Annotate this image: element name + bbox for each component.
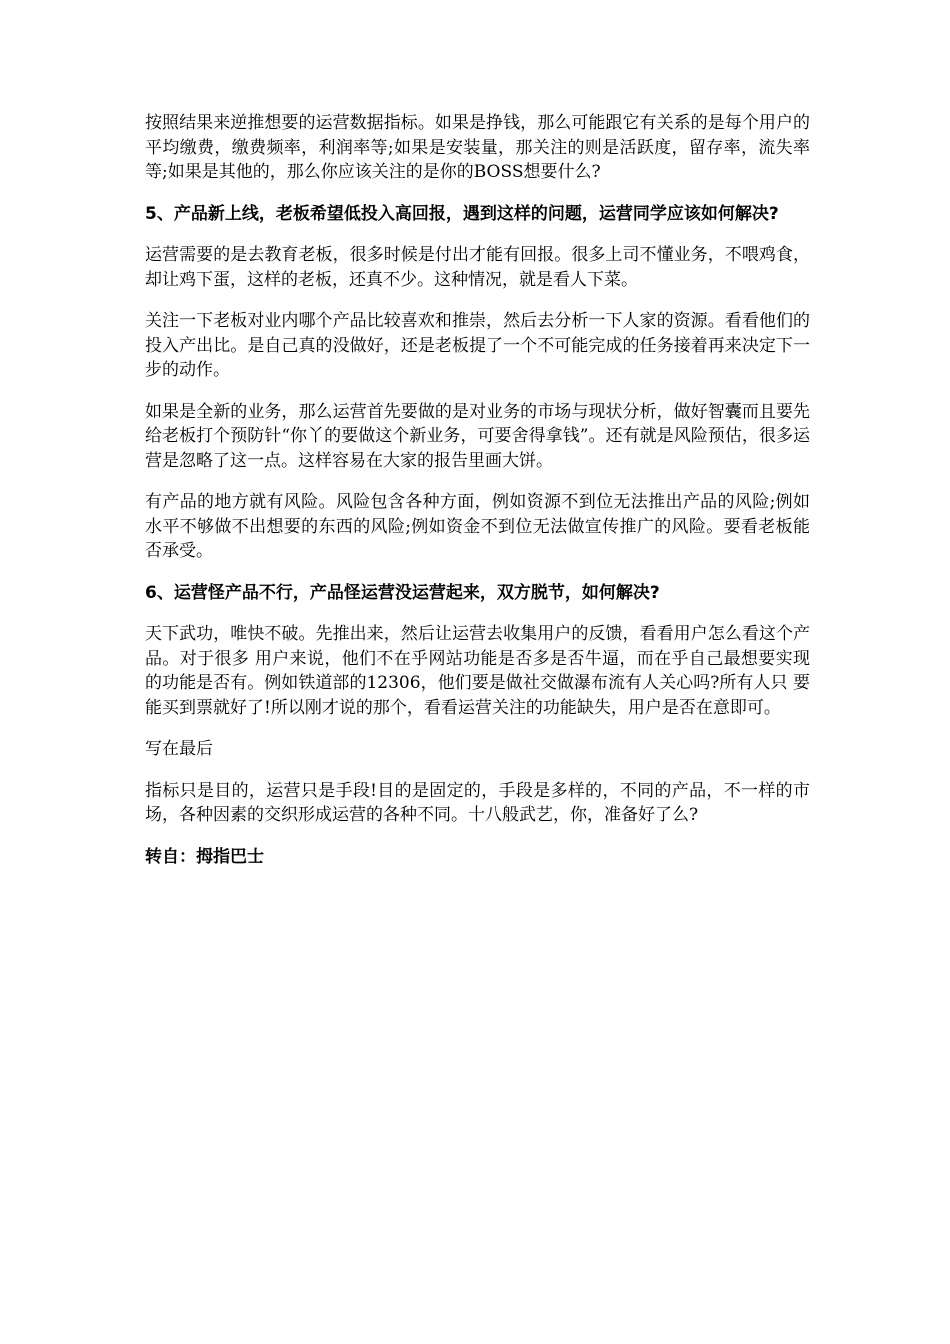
section-5-paragraph-2: 关注一下老板对业内哪个产品比较喜欢和推崇，然后去分析一下人家的资源。看看他们的投入产出比。是自己真的没做好，还是老板提了一个不可能完成的任务接着再来决定下一步的动作。 <box>145 311 810 380</box>
intro-paragraph: 按照结果来逆推想要的运营数据指标。如果是挣钱，那么可能跟它有关系的是每个用户的平均缴费，缴费频率，利润率等;如果是安装量，那关注的则是活跃度，留存率，流失率等;如果是其他的，那么你应该关注的是你的BOSS想要什么? <box>145 113 810 182</box>
closing-title: 写在最后 <box>145 739 213 759</box>
closing-paragraph: 指标只是目的，运营只是手段!目的是固定的，手段是多样的，不同的产品，不一样的市场，各种因素的交织形成运营的各种不同。十八般武艺，你，准备好了么? <box>145 780 810 825</box>
section-6-heading: 6、运营怪产品不行，产品怪运营没运营起来，双方脱节，如何解决? <box>145 582 660 603</box>
section-6-paragraph: 天下武功，唯快不破。先推出来，然后让运营去收集用户的反馈，看看用户怎么看这个产品。对于很多 用户来说，他们不在乎网站功能是否多是否牛逼，而在乎自己最想要实现的功能是否有。例如铁道部的12306，他们要是做社交做瀑布流有人关心吗?所有人只 要能买到票就好了!所以刚才说的那个，看看运营关注的功能缺失，用户是否在意即可。 <box>145 624 810 718</box>
section-5-heading: 5、产品新上线，老板希望低投入高回报，遇到这样的问题，运营同学应该如何解决? <box>145 203 779 224</box>
section-5-paragraph-1: 运营需要的是去教育老板，很多时候是付出才能有回报。很多上司不懂业务，不喂鸡食，却让鸡下蛋，这样的老板，还真不少。这种情况，就是看人下菜。 <box>145 245 810 290</box>
section-5-paragraph-4: 有产品的地方就有风险。风险包含各种方面，例如资源不到位无法推出产品的风险;例如水平不够做不出想要的东西的风险;例如资金不到位无法做宣传推广的风险。要看老板能否承受。 <box>145 492 810 561</box>
source-credit: 转自：拇指巴士 <box>145 846 264 867</box>
section-5-paragraph-3: 如果是全新的业务，那么运营首先要做的是对业务的市场与现状分析，做好智囊而且要先给老板打个预防针“你丫的要做这个新业务，可要舍得拿钱”。还有就是风险预估，很多运营是忽略了这一点。这样容易在大家的报告里画大饼。 <box>145 401 810 471</box>
document-page <box>145 111 810 869</box>
